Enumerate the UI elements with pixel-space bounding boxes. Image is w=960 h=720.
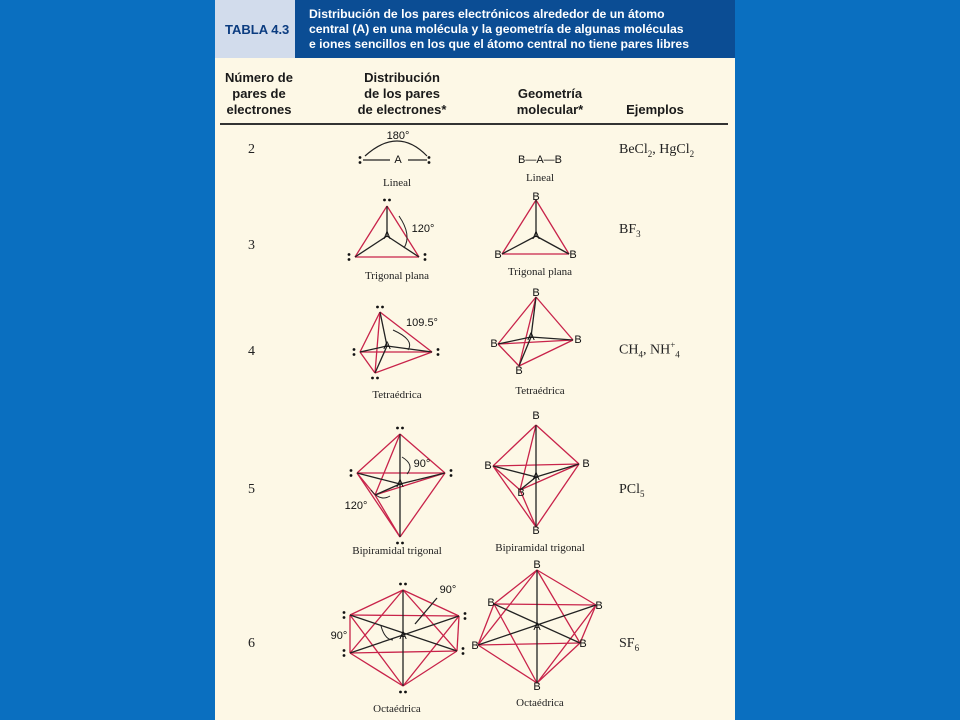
header-line: pares de: [232, 86, 286, 101]
electron-dot: [359, 156, 362, 159]
edge-line: [457, 616, 459, 651]
electron-dot: [350, 474, 353, 477]
example-formula: PCl$_5$: [619, 482, 645, 499]
electron-dot: [396, 427, 399, 430]
atom-label: B: [517, 486, 525, 499]
header-line: de los pares: [364, 86, 440, 101]
electron-dot: [464, 617, 467, 620]
table-tag: TABLA 4.3: [225, 22, 290, 37]
edge-line: [519, 340, 573, 366]
bond-line: [375, 495, 400, 537]
electron-dot: [404, 691, 407, 694]
edge-line: [478, 643, 580, 645]
edge-line: [375, 473, 445, 495]
electron-dot: [343, 616, 346, 619]
distribution-label: Tetraédrica: [372, 389, 422, 401]
example-formula: $CH_4$, $NH^+_4$: [619, 340, 680, 360]
atom-label: A: [394, 153, 402, 166]
atom-label: B: [533, 680, 541, 693]
electron-dot: [462, 647, 465, 650]
electron-dot: [450, 474, 453, 477]
bond-line: [537, 570, 580, 643]
atom-label: B: [533, 558, 541, 571]
electron-dot: [424, 258, 427, 261]
electron-dot: [383, 199, 386, 202]
edge-line: [502, 200, 536, 254]
edge-line: [478, 604, 494, 645]
example-formula: $BF_3$: [619, 222, 641, 239]
pointer-line: [415, 598, 437, 624]
bond-line: [357, 434, 400, 473]
row-number: 4: [248, 344, 255, 359]
angle-label: 120°: [344, 499, 368, 512]
bond-line: [355, 236, 387, 257]
edge-line: [498, 344, 519, 366]
electron-dot: [348, 258, 351, 261]
electron-dot: [401, 427, 404, 430]
row-number: 2: [248, 142, 255, 157]
electron-dot: [353, 353, 356, 356]
electron-dot: [424, 253, 427, 256]
angle-label: 90°: [413, 457, 431, 470]
angle-label: 109.5°: [406, 316, 438, 329]
bond-line: [350, 590, 403, 615]
angle-arc: [402, 457, 410, 474]
atom-label: A: [532, 229, 540, 242]
atom-label: A: [527, 330, 535, 343]
geometry-label: Tetraédrica: [515, 385, 565, 397]
electron-dot: [350, 469, 353, 472]
bond-line: [350, 653, 403, 686]
example-formula: BeCl$_2$, HgCl$_2$: [619, 142, 695, 159]
title-line: e iones sencillos en los que el átomo central no tiene pares libres: [309, 37, 689, 51]
geometry-diagrams: [215, 0, 735, 720]
electron-dot: [428, 161, 431, 164]
distribution-label: Lineal: [382, 177, 412, 189]
bond-line: [403, 651, 457, 686]
header-line: molecular*: [516, 102, 584, 117]
geometry-label: Bipiramidal trigonal: [495, 542, 585, 554]
angle-label: 90°: [439, 583, 457, 596]
electron-dot: [371, 377, 374, 380]
atom-label: B: [487, 596, 495, 609]
title-line: Distribución de los pares electrónicos alrededor de un átomo: [309, 7, 665, 21]
atom-label: B: [471, 639, 479, 652]
edge-line: [536, 297, 573, 340]
electron-dot: [353, 348, 356, 351]
header-line: Distribución: [364, 70, 440, 85]
header-line: electrones: [226, 102, 292, 117]
bond-line: [537, 570, 596, 605]
row-number: 6: [248, 636, 255, 651]
atom-label: B: [569, 248, 577, 261]
bond-line: [536, 464, 579, 477]
electron-dot: [464, 612, 467, 615]
bond-line: [537, 643, 580, 683]
edge-line: [360, 352, 375, 373]
electron-dot: [450, 469, 453, 472]
electron-dot: [381, 306, 384, 309]
geometry-label: Lineal: [525, 172, 555, 184]
row-number: 3: [248, 238, 255, 253]
atom-label: A: [532, 470, 540, 483]
atom-label: A: [383, 229, 391, 242]
electron-dot: [376, 306, 379, 309]
atom-label: A: [399, 629, 407, 642]
electron-dot: [388, 199, 391, 202]
electron-dot: [404, 583, 407, 586]
header-line: de electrones*: [357, 102, 447, 117]
electron-dot: [348, 253, 351, 256]
electron-dot: [462, 652, 465, 655]
bond-line: [493, 425, 536, 466]
atom-label: B: [484, 459, 492, 472]
electron-dot: [376, 377, 379, 380]
header-line: Geometría: [517, 86, 583, 101]
atom-label: B: [494, 248, 502, 261]
angle-label: 180°: [386, 129, 410, 142]
atom-label: A: [533, 620, 541, 633]
atom-label: B: [532, 286, 540, 299]
atom-label: B: [490, 337, 498, 350]
column-header-ejemplos: Ejemplos: [626, 102, 684, 117]
angle-label: 120°: [411, 222, 435, 235]
distribution-label: Octaédrica: [373, 703, 421, 715]
atom-label: B: [579, 637, 587, 650]
electron-dot: [437, 348, 440, 351]
atom-label: B: [532, 190, 540, 203]
electron-dot: [343, 611, 346, 614]
distribution-label: Bipiramidal trigonal: [352, 545, 442, 557]
atom-label: B: [515, 364, 523, 377]
bond-line: [494, 570, 537, 604]
edge-line: [350, 615, 459, 616]
bond-line: [536, 425, 579, 464]
electron-dot: [396, 542, 399, 545]
header-line: Número de: [225, 70, 293, 85]
atom-label: A: [396, 477, 404, 490]
electron-dot: [399, 691, 402, 694]
atom-label: B: [532, 524, 540, 537]
electron-dot: [437, 353, 440, 356]
electron-dot: [343, 649, 346, 652]
formula-text: B—A—B: [517, 153, 563, 166]
atom-label: B: [574, 333, 582, 346]
electron-dot: [359, 161, 362, 164]
electron-dot: [343, 654, 346, 657]
bond-line: [387, 236, 419, 257]
atom-label: A: [383, 339, 391, 352]
distribution-label: Trigonal plana: [364, 270, 430, 282]
edge-line: [536, 200, 569, 254]
table-page: [215, 0, 735, 720]
atom-label: B: [532, 409, 540, 422]
geometry-label: Trigonal plana: [507, 266, 573, 278]
electron-dot: [428, 156, 431, 159]
atom-label: B: [595, 599, 603, 612]
bond-line: [531, 337, 573, 340]
row-number: 5: [248, 482, 255, 497]
bond-line: [478, 645, 537, 683]
geometry-label: Octaédrica: [516, 697, 564, 709]
example-formula: $SF_6$: [619, 636, 640, 653]
atom-label: B: [582, 457, 590, 470]
electron-dot: [399, 583, 402, 586]
electron-dot: [401, 542, 404, 545]
edge-line: [355, 206, 387, 257]
angle-label: 90°: [330, 629, 348, 642]
title-line: central (A) en una molécula y la geometría de algunas moléculas: [309, 22, 684, 36]
